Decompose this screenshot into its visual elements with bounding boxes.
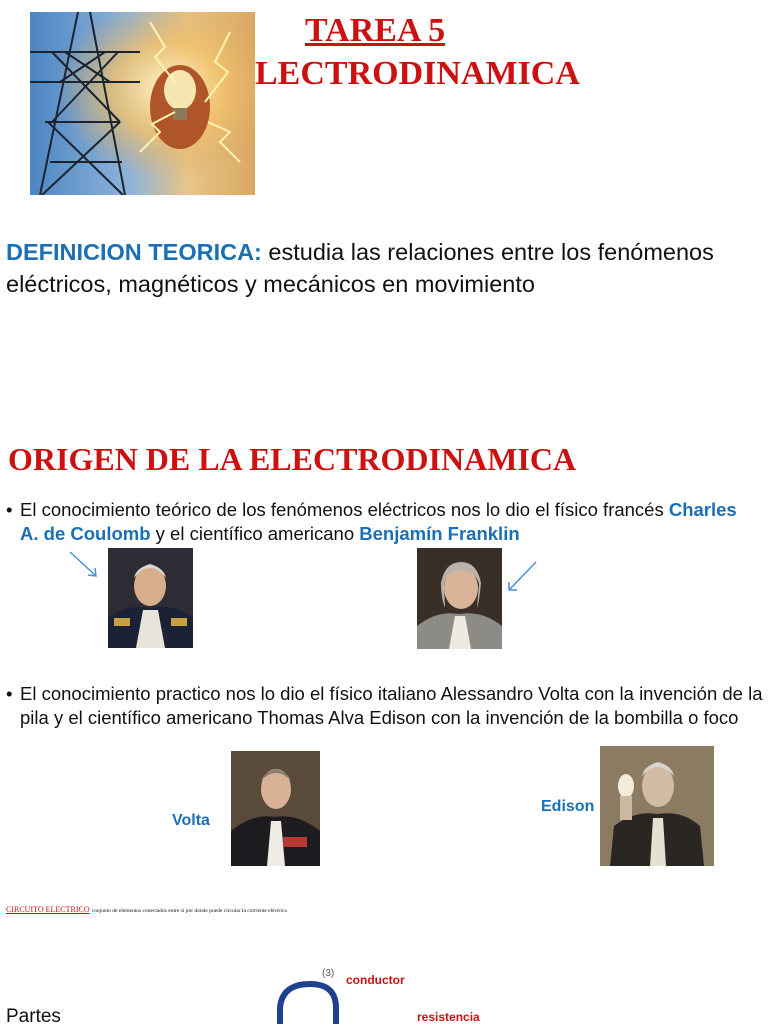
definition-label: DEFINICION TEORICA: [6,239,262,265]
circuit-diagram [270,978,350,1024]
circuit-description: conjunto de elementos conectados entre si por donde puede circular la corriente eléctrica [91,908,287,914]
bullet-theoretical [6,498,751,546]
bullet-dot: • [6,683,13,704]
arrow-to-franklin [506,560,538,592]
label-resistencia: resistencia [417,1010,480,1024]
bullet1-text-b: y el científico americano [150,523,360,544]
definition-text: estudia las relaciones entre los fenómenos eléctricos, magnéticos y mecánicos en movimiento [6,239,714,297]
label-volta: Volta [172,812,210,829]
definition-paragraph [6,236,756,300]
label-conductor: conductor [346,973,405,987]
name-coulomb: Charles A. de Coulomb [20,499,737,544]
title-line-2: LECTRODINAMICA [255,55,580,92]
hero-image [30,12,255,195]
arrow-to-coulomb [68,550,100,580]
name-franklin: Benjamín Franklin [359,523,520,544]
portrait-coulomb [108,548,193,648]
bullet2-text: El conocimiento practico nos lo dio el físico italiano Alessandro Volta con la invención de la pila y el científico americano Thomas Alva Edison con la invención de la bombilla o foco [20,683,763,728]
circuit-number: (3) [322,968,335,979]
bullet-practical [6,682,764,730]
label-edison: Edison [541,798,595,815]
origin-heading: ORIGEN DE LA ELECTRODINAMICA [8,441,577,477]
bullet1-text-a: El conocimiento teórico de los fenómenos eléctricos nos lo dio el físico francés [20,499,669,520]
partes-label: Partes [6,1006,61,1027]
portrait-volta [231,751,320,866]
portrait-edison [600,746,714,866]
circuit-definition [6,905,287,914]
portrait-franklin [417,548,502,649]
circuit-keyword: CIRCUITO ELECTRICO [6,905,90,914]
bullet-dot: • [6,499,13,520]
title-line-1: TAREA 5 [305,12,446,49]
